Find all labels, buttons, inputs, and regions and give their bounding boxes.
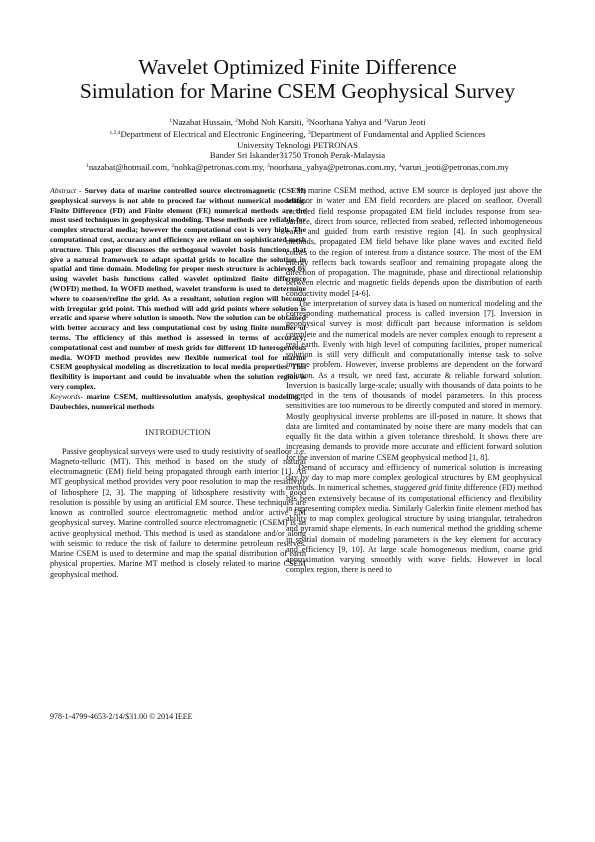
keywords-lead: Keywords-: [50, 391, 87, 401]
emphasis-staggered-grid: staggered grid: [394, 483, 443, 493]
keywords: [50, 392, 306, 412]
copyright-footer: 978-1-4799-4653-2/14/$31.00 © 2014 IEEE: [50, 712, 193, 721]
title-line-2: Simulation for Marine CSEM Geophysical Survey: [79, 79, 516, 103]
keywords-body: marine CSEM, multiresolution analysis, geophysical modeling, , Daubechies, numerical methods: [50, 391, 306, 411]
paper-title: [40, 55, 555, 103]
author-university: University Teknologi PETRONAS: [237, 139, 358, 150]
body-paragraph-3: The interpretation of survey data is based on numerical modeling and the corresponding mathematical process is called inversion [7]. Inversion in geophysical survey is most difficult part because information is seldom complete and the numerical models are never complex enough to represent a real earth. Evenly with high level of computing facilities, proper numerical solution is still very difficult and computationally intense task to solve inverse problem. However, inverse problems are dependent on the forward solution. As a result, we need fast, accurate & reliable forward solution. Inversion is basically large-scale; usually with thousands of data points to be inverted in the tens of thousands of model parameters. In this process sensitivities are too numerous to be directly computed and stored in memory. Mostly geophysical inverse problems are ill-posed in nature. It shows that data are limited and contaminated by noise there are many models that can equally fit the data within a given tolerance threshold. It shows there are increasing demands to provide more accurate and efficient forward solution for the inversion of marine CSEM geophysical method [1, 8].: [286, 298, 542, 462]
right-column: [286, 186, 542, 576]
abstract-body: Survey data of marine controlled source electromagnetic (CSEM) geophysical surveys is not able to proceed far without numerical modeling. Finite Difference (FD) and Finite element (FE) numerical methods are the most used techniques in geophysical modeling. These methods are reliable for complex structural media; however the computational cost is very high. The computational cost, accuracy and efficiency are reliant on sophisticated mesh structure. This paper discusses the orthogonal wavelet basis functions that give a natural framework to adapt spatial grids to localize the solution in spatial and time domain. Modeling for proper mesh structure is achieved by using wavelet basis functions called wavelet optimized finite difference (WOFD) method. In WOFD method, wavelet transform is used to determine where to coarsen/refine the grid. As a resultant, solution region will become with irregular grid point. This method will add grid points where solution is erratic and sparse where solution is smooth. Now the solution can be obtained with better accuracy and less computational cost by using finite number of terms. The efficiency of this method is assessed in terms of accuracy; computational cost and number of mesh grids for different 1D heterogeneous media. WOFD method provides new flexible numerical tool for marine CSEM geophysical modeling as discretization to local media properties. This flexibility is important and could be invaluable when the solution region is very complex.: [50, 186, 306, 391]
abstract: [50, 186, 306, 392]
abstract-lead: Abstract -: [50, 186, 85, 195]
body-paragraph-2: In marine CSEM method, active EM source is deployed just above the seafloor in water and EM field recorders are placed on seafloor. Overall recorded field response propagated EM field includes response from sea-surface, direct from source, reflected from seabed, reflected inhomogeneous earth and guided from earth resistive region [4]. In such geophysical methods, propagated EM field behave like plane waves and excited field comes to the region of interest from a distance source. The most of the EM energy reflects back towards seafloor and remaining propagate along the direction of propagation. The magnitude, phase and directional relationship between electric and magnetic fields depends upon the distribution of earth conductivity model [4-6].: [286, 186, 542, 298]
author-address: Bander Sri Iskander31750 Tronoh Perak-Malaysia: [209, 150, 386, 161]
title-line-1: Wavelet Optimized Finite Difference: [138, 55, 457, 79]
author-emails: $^1$nazabat@hotmail.com, $^2$nohka@petronas.com.my, $^3$noorhana_yahya@petronas.com.my, $^4$varun_jeoti@petronas.com.my: [86, 162, 509, 173]
author-names: $^1$Nazabat Hussain, $^2$Mohd Noh Karsiti, $^3$Noorhana Yahya and $^4$Varun Jeoti: [169, 117, 426, 127]
body-paragraph-4: Demand of accuracy and efficiency of numerical solution is increasing day by day to map more complex geological structures by EM geophysical methods. In numerical schemes, staggered grid finite difference (FD) method has been extensively because of its computational efficiency and flexibility in representing complex media. Similarly Galerkin finite element method has ability to map complex geological structure by using triangular, tetrahedron and pyramid shape elements. In each numerical method the gridding scheme in spatial domain of modeling parameters is the key element for accuracy and efficiency [9, 10]. At large scale homogeneous medium, coarse grid approximation varying smoothly with wave fields. However in local complex region, there is need to: [286, 462, 542, 575]
left-column: [50, 186, 306, 580]
author-departments: $^{1,2,4}$Department of Electrical and Electronic Engineering, $^3$Department of Fundamental and Applied Sciences: [109, 128, 486, 139]
author-block: [30, 116, 565, 173]
section-heading-introduction: INTRODUCTION: [145, 428, 211, 438]
intro-paragraph-1: Passive geophysical surveys were used to study resistivity of seafloor .i.e. Magneto-telluric (MT). This method is based on the study of natural electromagnetic (EM) field being propagated through earth interior [1]. An MT geophysical method provides very poor resolution to map the resistivity of lithosphere [2, 3]. The mapping of lithosphere resistivity with good resolution is possible by using an artificial EM source. These techniques are known as controlled source electromagnetic method and/or active EM geophysical survey. Marine controlled source electromagnetic (CSEM) is an active geophysical method. This method is used as standalone and/or along with seismic to reduce the risk of failure to determine petroleum reserves. Marine CSEM is used to determine and map the spatial distribution of earth physical properties. Marine MT method is closely related to marine CSEM geophysical method.: [50, 446, 306, 579]
